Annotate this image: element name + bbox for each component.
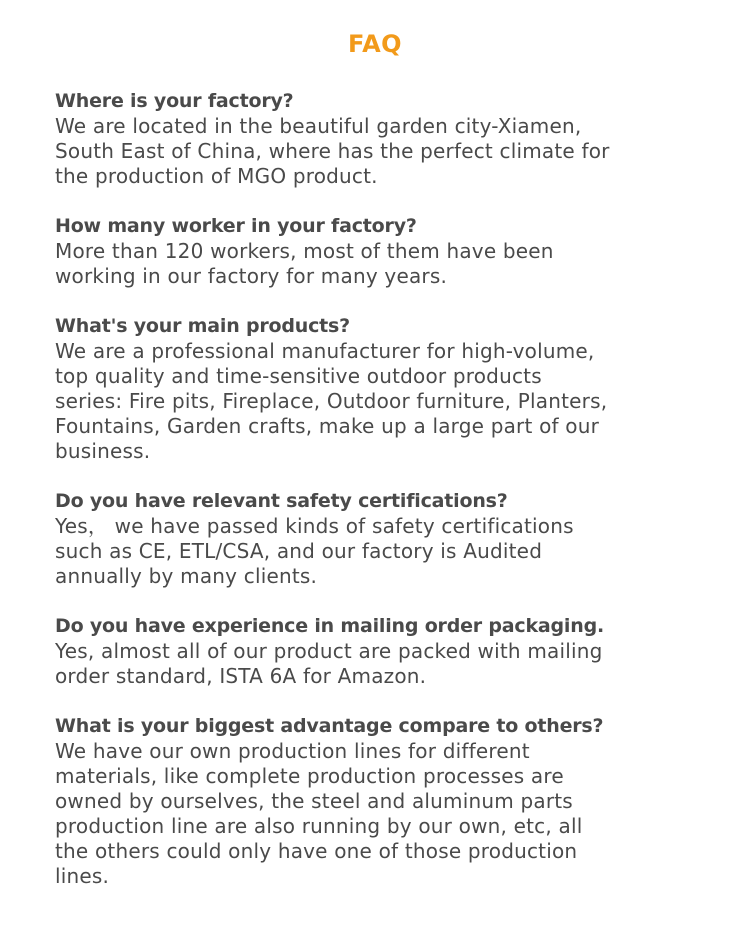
answer-line: lines. — [55, 864, 110, 888]
page-title: FAQ — [347, 30, 403, 58]
faq-question: Do you have relevant safety certifications? — [55, 490, 508, 512]
faq-question: What's your main products? — [55, 315, 350, 337]
answer-line: series: Fire pits, Fireplace, Outdoor furniture, Planters, — [55, 389, 608, 413]
answer-line: We have our own production lines for different — [55, 739, 530, 763]
faq-item — [55, 489, 715, 589]
answer-line: annually by many clients. — [55, 564, 318, 588]
faq-item — [55, 714, 715, 889]
faq-item — [55, 214, 715, 289]
answer-line: Yes， we have passed kinds of safety certifications — [55, 514, 574, 538]
faq-answer — [55, 239, 715, 289]
answer-line: Yes, almost all of our product are packed with mailing — [55, 639, 603, 663]
faq-item — [55, 614, 715, 689]
answer-line: South East of China, where has the perfect climate for — [55, 139, 610, 163]
faq-question: How many worker in your factory? — [55, 215, 417, 237]
answer-line: materials, like complete production processes are — [55, 764, 564, 788]
answer-line: top quality and time-sensitive outdoor products — [55, 364, 542, 388]
answer-line: owned by ourselves, the steel and aluminum parts — [55, 789, 573, 813]
faq-list — [55, 89, 715, 914]
faq-item — [55, 314, 715, 464]
answer-line: order standard, ISTA 6A for Amazon. — [55, 664, 427, 688]
answer-line: business. — [55, 439, 151, 463]
faq-answer — [55, 339, 715, 464]
faq-answer — [55, 639, 715, 689]
faq-answer — [55, 739, 715, 889]
answer-line: We are located in the beautiful garden city-Xiamen, — [55, 114, 582, 138]
faq-question: Do you have experience in mailing order packaging. — [55, 615, 604, 637]
answer-line: working in our factory for many years. — [55, 264, 448, 288]
faq-question: What is your biggest advantage compare to others? — [55, 715, 604, 737]
faq-item — [55, 89, 715, 189]
answer-line: production line are also running by our own, etc, all — [55, 814, 583, 838]
answer-line: Fountains, Garden crafts, make up a large part of our — [55, 414, 600, 438]
answer-line: We are a professional manufacturer for high-volume, — [55, 339, 595, 363]
faq-answer — [55, 114, 715, 189]
answer-line: the others could only have one of those production — [55, 839, 578, 863]
answer-line: the production of MGO product. — [55, 164, 378, 188]
faq-question: Where is your factory? — [55, 90, 294, 112]
answer-line: such as CE, ETL/CSA, and our factory is Audited — [55, 539, 543, 563]
faq-answer — [55, 514, 715, 589]
answer-line: More than 120 workers, most of them have been — [55, 239, 554, 263]
